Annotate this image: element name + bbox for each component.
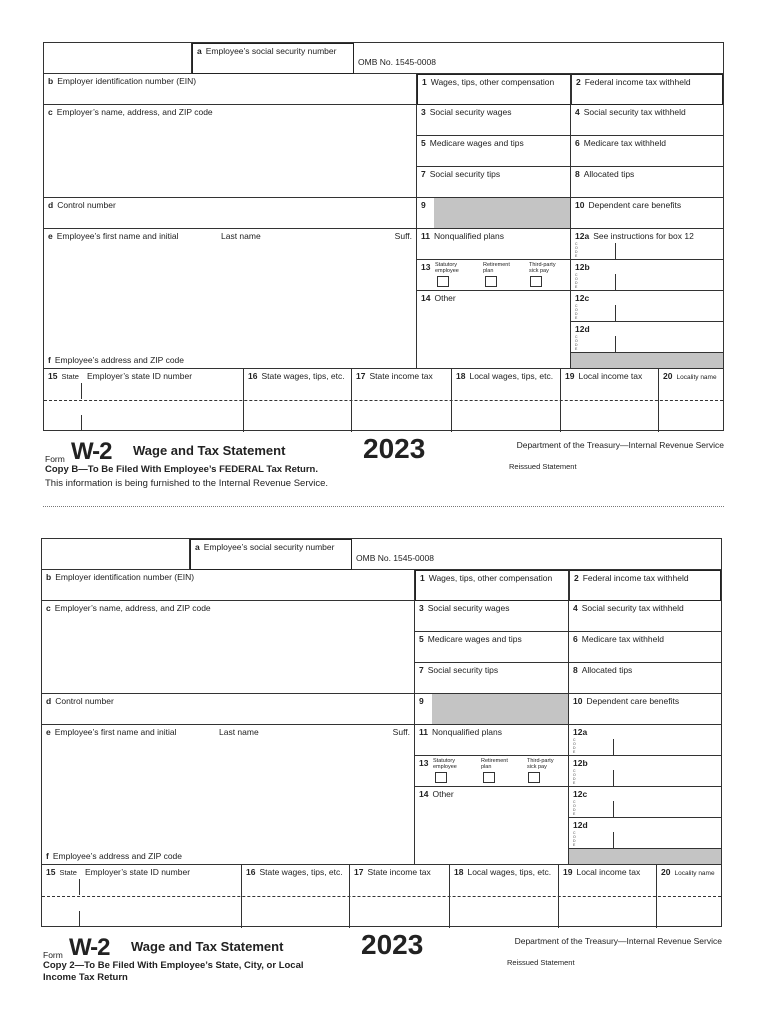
omb-number: OMB No. 1545-0008 bbox=[356, 553, 434, 563]
box-3-number: 3 bbox=[419, 603, 424, 613]
retirement-plan-checkbox[interactable] bbox=[485, 276, 497, 287]
box-12a-number: 12a bbox=[573, 727, 588, 737]
box-c-number: c bbox=[48, 107, 53, 117]
box-8[interactable] bbox=[571, 167, 723, 198]
box-5-label: Medicare wages and tips bbox=[429, 138, 524, 148]
box-13 bbox=[415, 756, 569, 787]
box-d-control[interactable] bbox=[44, 198, 417, 229]
box-c-label: Employer’s name, address, and ZIP code bbox=[54, 603, 211, 613]
department-line: Department of the Treasury—Internal Revenue Service bbox=[516, 440, 724, 450]
box-1-label: Wages, tips, other compensation bbox=[430, 77, 555, 87]
cut-line bbox=[43, 506, 724, 507]
box-4-label: Social security tax withheld bbox=[583, 107, 686, 117]
box-f-label: Employee’s address and ZIP code bbox=[54, 354, 184, 365]
box-8-number: 8 bbox=[573, 665, 578, 675]
form-footer bbox=[41, 929, 722, 989]
box-d-number: d bbox=[46, 696, 52, 706]
box-2[interactable] bbox=[569, 570, 721, 601]
box-f-address bbox=[48, 356, 184, 365]
box-18-label: Local wages, tips, etc. bbox=[467, 867, 552, 877]
box-14-label: Other bbox=[434, 293, 456, 303]
box-16-number: 16 bbox=[248, 371, 258, 381]
box-7[interactable] bbox=[415, 663, 569, 694]
box-10[interactable] bbox=[569, 694, 721, 725]
box-13-number: 13 bbox=[419, 758, 429, 768]
box-17-label: State income tax bbox=[367, 867, 431, 877]
box-5[interactable] bbox=[415, 632, 569, 663]
box-b-ein[interactable] bbox=[42, 570, 415, 601]
box-15-number: 15 bbox=[48, 371, 58, 381]
box-9-number: 9 bbox=[421, 200, 426, 210]
box-10[interactable] bbox=[571, 198, 723, 229]
box-12a-divider bbox=[613, 739, 614, 755]
box-6-label: Medicare tax withheld bbox=[581, 634, 664, 644]
box-13-thirdparty-label: Third-party sick pay bbox=[527, 758, 554, 770]
box-c-employer[interactable] bbox=[42, 601, 415, 694]
box-d-label: Control number bbox=[55, 696, 114, 706]
box-a-label: Employee’s social security number bbox=[205, 46, 337, 56]
box-d-control[interactable] bbox=[42, 694, 415, 725]
box-e-last-name: Last name bbox=[221, 231, 261, 241]
box-7-label: Social security tips bbox=[427, 665, 499, 675]
third-party-sick-pay-checkbox[interactable] bbox=[530, 276, 542, 287]
box-5-number: 5 bbox=[419, 634, 424, 644]
box-e-label: Employee’s first name and initial bbox=[56, 231, 179, 241]
box-12d-divider bbox=[615, 336, 616, 352]
w2-form-grid bbox=[43, 42, 724, 431]
box-7-number: 7 bbox=[421, 169, 426, 179]
box-12b[interactable] bbox=[571, 260, 723, 291]
box-3[interactable] bbox=[415, 601, 569, 632]
box-3-label: Social security wages bbox=[429, 107, 512, 117]
omb-cell bbox=[354, 43, 723, 74]
box-9-shaded bbox=[432, 694, 568, 724]
box-d-label: Control number bbox=[57, 200, 116, 210]
form-word: Form bbox=[45, 454, 65, 464]
department-line: Department of the Treasury—Internal Revenue Service bbox=[514, 936, 722, 946]
box-15-id-label: Employer’s state ID number bbox=[84, 867, 191, 877]
box-b-label: Employer identification number (EIN) bbox=[57, 76, 197, 86]
box-15-id-label: Employer’s state ID number bbox=[86, 371, 193, 381]
box-6[interactable] bbox=[571, 136, 723, 167]
reissued-statement: Reissued Statement bbox=[507, 958, 575, 967]
box-9-number: 9 bbox=[419, 696, 424, 706]
box-20-label: Locality name bbox=[676, 374, 717, 381]
box-9 bbox=[417, 198, 571, 229]
statutory-employee-checkbox[interactable] bbox=[435, 772, 447, 783]
box-12a-code-label: C O D E bbox=[573, 738, 576, 754]
reissued-statement: Reissued Statement bbox=[509, 462, 577, 471]
box-b-ein[interactable] bbox=[44, 74, 417, 105]
box-2-label: Federal income tax withheld bbox=[584, 77, 691, 87]
box-11-number: 11 bbox=[421, 231, 430, 241]
box-20-number: 20 bbox=[663, 371, 673, 381]
box-f-label: Employee’s address and ZIP code bbox=[52, 850, 182, 861]
box-19-number: 19 bbox=[565, 371, 575, 381]
box-15-divider-top bbox=[81, 383, 82, 399]
box-12a-label: See instructions for box 12 bbox=[593, 231, 694, 241]
box-8[interactable] bbox=[569, 663, 721, 694]
form-name: W-2 bbox=[71, 438, 112, 465]
box-12a-divider bbox=[615, 243, 616, 259]
w2-form-grid bbox=[41, 538, 722, 927]
box-4-label: Social security tax withheld bbox=[581, 603, 684, 613]
box-12a-number: 12a bbox=[575, 231, 590, 241]
box-e-last-name: Last name bbox=[219, 727, 259, 737]
box-a-number: a bbox=[195, 542, 200, 552]
box-12c-divider bbox=[615, 305, 616, 321]
box-12d-divider bbox=[613, 832, 614, 848]
box-12d-code-label: C O D E bbox=[575, 335, 578, 351]
box-1-label: Wages, tips, other compensation bbox=[428, 573, 553, 583]
omb-number: OMB No. 1545-0008 bbox=[358, 57, 436, 67]
box-b-label: Employer identification number (EIN) bbox=[55, 572, 195, 582]
box-2-number: 2 bbox=[576, 77, 581, 87]
form-title: Wage and Tax Statement bbox=[133, 443, 286, 458]
box-a-ssn[interactable] bbox=[190, 539, 352, 570]
box-17-label: State income tax bbox=[369, 371, 433, 381]
box-18-number: 18 bbox=[454, 867, 464, 877]
box-11-label: Nonqualified plans bbox=[434, 231, 504, 241]
box-6-number: 6 bbox=[575, 138, 580, 148]
box-10-label: Dependent care benefits bbox=[586, 696, 680, 706]
box-18-label: Local wages, tips, etc. bbox=[469, 371, 554, 381]
box-a-label: Employee’s social security number bbox=[203, 542, 335, 552]
box-f-number: f bbox=[48, 354, 51, 365]
box-8-label: Allocated tips bbox=[583, 169, 635, 179]
box-8-number: 8 bbox=[575, 169, 580, 179]
box-12a[interactable] bbox=[571, 229, 723, 260]
box-5-number: 5 bbox=[421, 138, 426, 148]
omb-cell bbox=[352, 539, 721, 570]
box-13-thirdparty-label: Third-party sick pay bbox=[529, 262, 556, 274]
box-12d[interactable] bbox=[571, 322, 723, 353]
box-19-number: 19 bbox=[563, 867, 573, 877]
box-12b-divider bbox=[615, 274, 616, 290]
box-13 bbox=[417, 260, 571, 291]
box-12c-number: 12c bbox=[575, 293, 590, 303]
box-16-number: 16 bbox=[246, 867, 256, 877]
retirement-plan-checkbox[interactable] bbox=[483, 772, 495, 783]
box-2[interactable] bbox=[571, 74, 723, 105]
box-e-number: e bbox=[46, 727, 51, 737]
box-b-number: b bbox=[48, 76, 54, 86]
copy-line-1: Copy B—To Be Filed With Employee’s FEDERAL Tax Return. bbox=[45, 464, 318, 475]
box-7[interactable] bbox=[417, 167, 571, 198]
box-10-number: 10 bbox=[575, 200, 585, 210]
box-14[interactable] bbox=[415, 787, 569, 865]
box-c-number: c bbox=[46, 603, 51, 613]
tax-year: 2023 bbox=[361, 929, 424, 960]
box-17-number: 17 bbox=[354, 867, 364, 877]
box-1[interactable] bbox=[417, 74, 571, 105]
third-party-sick-pay-checkbox[interactable] bbox=[528, 772, 540, 783]
form-title: Wage and Tax Statement bbox=[131, 939, 284, 954]
ssn-corner-cell bbox=[44, 43, 192, 74]
copy-designation bbox=[45, 464, 318, 476]
box-e-employee[interactable] bbox=[42, 725, 415, 865]
form-footer bbox=[43, 433, 724, 493]
box-12d[interactable] bbox=[569, 818, 721, 849]
box-12d-number: 12d bbox=[573, 820, 588, 830]
copy-line-1: Copy 2—To Be Filed With Employee’s State, City, or Local bbox=[43, 960, 304, 971]
box-4-number: 4 bbox=[575, 107, 580, 117]
box-1-number: 1 bbox=[420, 573, 425, 583]
box-12c-number: 12c bbox=[573, 789, 588, 799]
box-a-ssn[interactable] bbox=[192, 43, 354, 74]
box-12c-code-label: C O D E bbox=[573, 800, 576, 816]
box-1-number: 1 bbox=[422, 77, 427, 87]
box-7-number: 7 bbox=[419, 665, 424, 675]
box-a-number: a bbox=[197, 46, 202, 56]
box-10-label: Dependent care benefits bbox=[588, 200, 682, 210]
box-4[interactable] bbox=[571, 105, 723, 136]
box-12c[interactable] bbox=[571, 291, 723, 322]
irs-notice: This information is being furnished to the Internal Revenue Service. bbox=[45, 478, 329, 489]
box-11-number: 11 bbox=[419, 727, 428, 737]
box-15-state-label: State bbox=[61, 372, 79, 381]
box-1[interactable] bbox=[415, 570, 569, 601]
box-12b-number: 12b bbox=[573, 758, 588, 768]
box-b-number: b bbox=[46, 572, 52, 582]
box-3-label: Social security wages bbox=[427, 603, 510, 613]
box-14-label: Other bbox=[432, 789, 454, 799]
box-15-divider-bottom bbox=[81, 415, 82, 431]
box-4-number: 4 bbox=[573, 603, 578, 613]
box-12c-divider bbox=[613, 801, 614, 817]
state-row-dashed-divider bbox=[44, 400, 723, 401]
box-18-number: 18 bbox=[456, 371, 466, 381]
box-12-shaded bbox=[569, 849, 721, 865]
box-e-employee[interactable] bbox=[44, 229, 417, 369]
box-20-number: 20 bbox=[661, 867, 671, 877]
box-6-number: 6 bbox=[573, 634, 578, 644]
box-12b[interactable] bbox=[569, 756, 721, 787]
box-e-label: Employee’s first name and initial bbox=[54, 727, 177, 737]
statutory-employee-checkbox[interactable] bbox=[437, 276, 449, 287]
box-11-label: Nonqualified plans bbox=[432, 727, 502, 737]
box-14[interactable] bbox=[417, 291, 571, 369]
box-14-number: 14 bbox=[421, 293, 431, 303]
box-15-header bbox=[48, 372, 192, 381]
box-5[interactable] bbox=[417, 136, 571, 167]
box-2-label: Federal income tax withheld bbox=[582, 573, 689, 583]
box-6-label: Medicare tax withheld bbox=[583, 138, 666, 148]
tax-year: 2023 bbox=[363, 433, 426, 464]
box-3[interactable] bbox=[417, 105, 571, 136]
box-13-statutory-label: Statutory employee bbox=[435, 262, 459, 274]
box-10-number: 10 bbox=[573, 696, 583, 706]
ssn-corner-cell bbox=[42, 539, 190, 570]
box-9 bbox=[415, 694, 569, 725]
box-11[interactable] bbox=[417, 229, 571, 260]
state-row-dashed-divider bbox=[42, 896, 721, 897]
box-13-retirement-label: Retirement plan bbox=[481, 758, 508, 770]
form-name: W-2 bbox=[69, 934, 110, 961]
box-15-header bbox=[46, 868, 190, 877]
box-17-number: 17 bbox=[356, 371, 366, 381]
copy-line-2: Income Tax Return bbox=[43, 972, 128, 983]
box-11[interactable] bbox=[415, 725, 569, 756]
box-e-suffix: Suff. bbox=[394, 231, 412, 241]
box-e-suffix: Suff. bbox=[392, 727, 410, 737]
box-13-number: 13 bbox=[421, 262, 431, 272]
box-12a[interactable] bbox=[569, 725, 721, 756]
box-19-label: Local income tax bbox=[578, 371, 643, 381]
box-12b-number: 12b bbox=[575, 262, 590, 272]
box-15-number: 15 bbox=[46, 867, 56, 877]
box-12a-code-label: C O D E bbox=[575, 242, 578, 258]
box-13-statutory-label: Statutory employee bbox=[433, 758, 457, 770]
box-16-label: State wages, tips, etc. bbox=[259, 867, 343, 877]
box-12d-code-label: C O D E bbox=[573, 831, 576, 847]
box-16-label: State wages, tips, etc. bbox=[261, 371, 345, 381]
box-12b-divider bbox=[613, 770, 614, 786]
box-9-shaded bbox=[434, 198, 570, 228]
box-12c-code-label: C O D E bbox=[575, 304, 578, 320]
box-12-shaded bbox=[571, 353, 723, 369]
box-d-number: d bbox=[48, 200, 54, 210]
box-f-address bbox=[46, 852, 182, 861]
box-12d-number: 12d bbox=[575, 324, 590, 334]
copy-designation bbox=[43, 960, 304, 984]
box-19-label: Local income tax bbox=[576, 867, 641, 877]
form-word: Form bbox=[43, 950, 63, 960]
box-c-employer[interactable] bbox=[44, 105, 417, 198]
box-15-divider-top bbox=[79, 879, 80, 895]
box-f-number: f bbox=[46, 850, 49, 861]
box-4[interactable] bbox=[569, 601, 721, 632]
box-6[interactable] bbox=[569, 632, 721, 663]
box-12b-code-label: C O D E bbox=[573, 769, 576, 785]
box-12c[interactable] bbox=[569, 787, 721, 818]
box-e-number: e bbox=[48, 231, 53, 241]
box-5-label: Medicare wages and tips bbox=[427, 634, 522, 644]
box-2-number: 2 bbox=[574, 573, 579, 583]
box-3-number: 3 bbox=[421, 107, 426, 117]
box-15-divider-bottom bbox=[79, 911, 80, 927]
box-14-number: 14 bbox=[419, 789, 429, 799]
box-20-label: Locality name bbox=[674, 870, 715, 877]
box-15-state-label: State bbox=[59, 868, 77, 877]
box-13-retirement-label: Retirement plan bbox=[483, 262, 510, 274]
box-8-label: Allocated tips bbox=[581, 665, 633, 675]
box-7-label: Social security tips bbox=[429, 169, 501, 179]
box-c-label: Employer’s name, address, and ZIP code bbox=[56, 107, 213, 117]
box-12b-code-label: C O D E bbox=[575, 273, 578, 289]
